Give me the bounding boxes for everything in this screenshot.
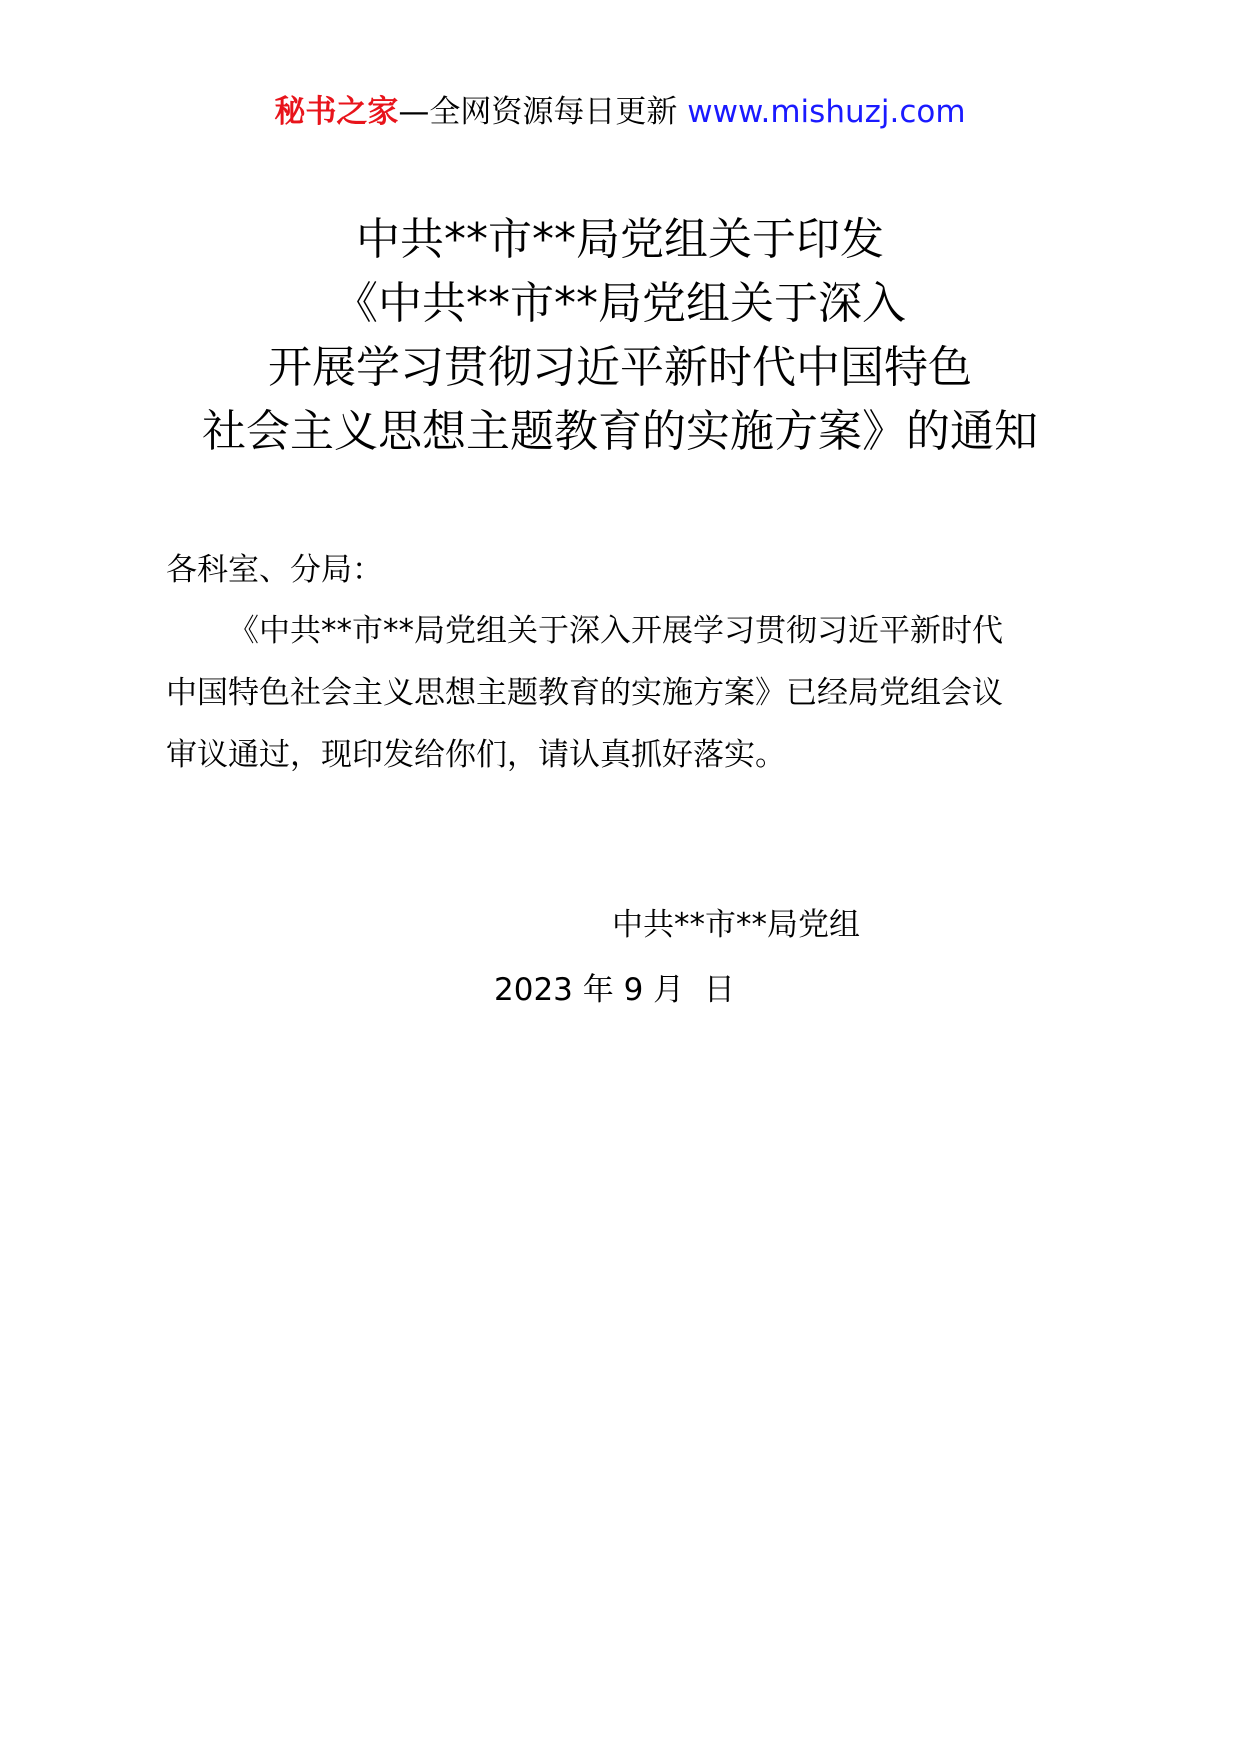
body-line-1: 《中共**市**局党组关于深入开展学习贯彻习近平新时代 [228, 613, 1003, 649]
signature-date: 2023 年 9 月 日 [494, 972, 735, 1008]
document-title [0, 208, 1240, 464]
banner-url-link[interactable]: www.mishuzj.com [687, 94, 966, 130]
body-paragraph [166, 600, 1086, 786]
body-line-3: 审议通过，现印发给你们，请认真抓好落实。 [166, 737, 786, 773]
signature-organization: 中共**市**局党组 [612, 907, 860, 943]
title-line-2: 《中共**市**局党组关于深入 [334, 278, 906, 329]
banner-tagline: —全网资源每日更新 [398, 94, 688, 130]
banner-brand: 秘书之家 [274, 94, 399, 130]
salutation: 各科室、分局： [166, 552, 383, 588]
title-line-4: 社会主义思想主题教育的实施方案》的通知 [202, 406, 1038, 457]
title-line-3: 开展学习贯彻习近平新时代中国特色 [268, 342, 972, 393]
title-line-1: 中共**市**局党组关于印发 [356, 214, 884, 265]
body-line-2: 中国特色社会主义思想主题教育的实施方案》已经局党组会议 [166, 675, 1003, 711]
site-banner [0, 90, 1240, 134]
